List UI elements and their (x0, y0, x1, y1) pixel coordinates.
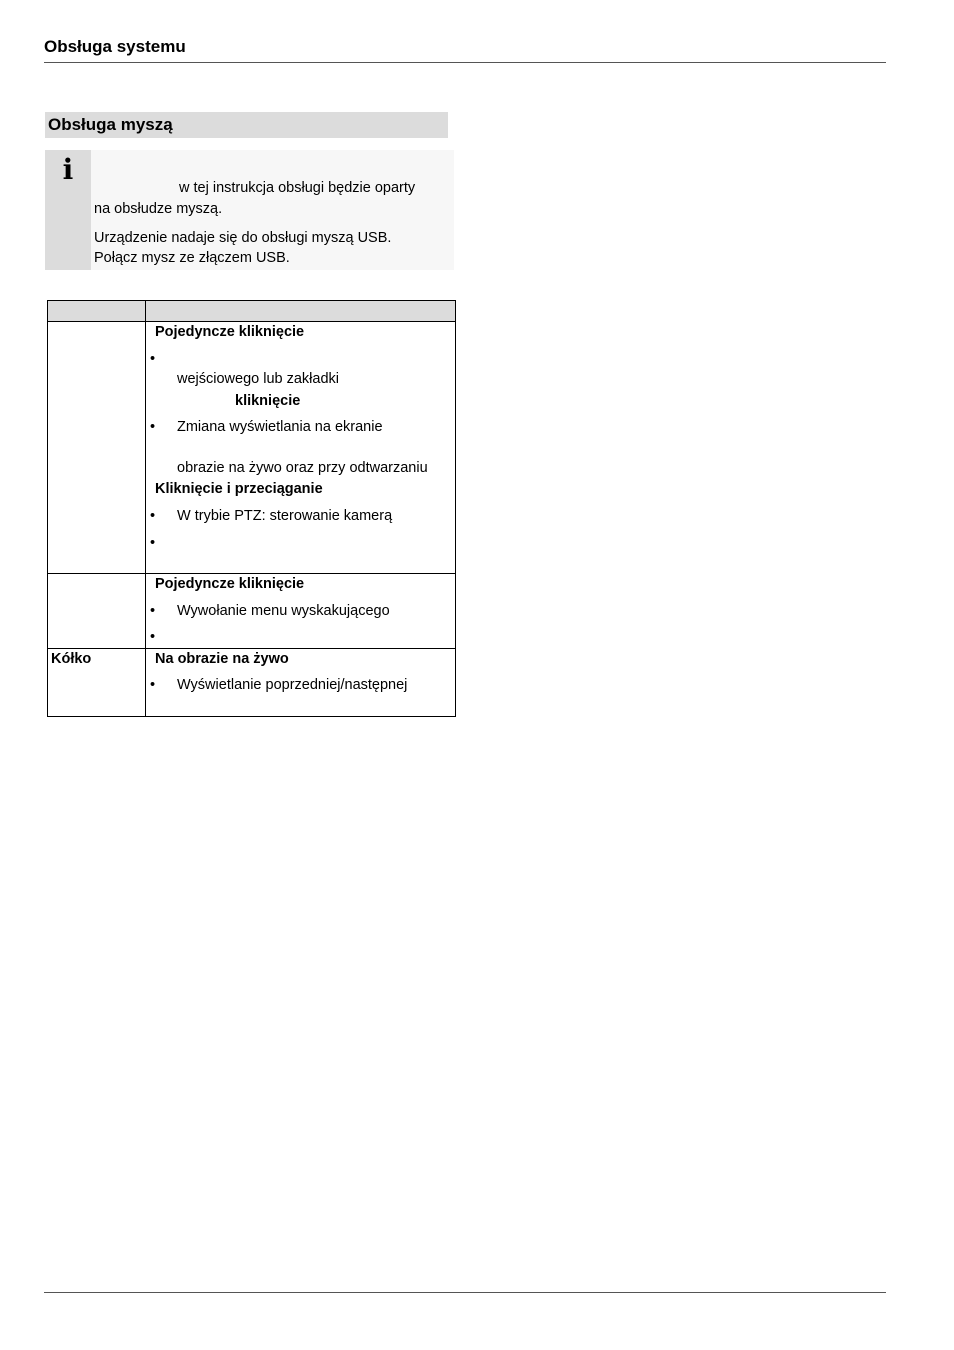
table-row (48, 322, 456, 574)
row-label (48, 574, 146, 649)
note-line: Połącz mysz ze złączem USB. (94, 250, 290, 266)
page-header-title: Obsługa systemu (44, 37, 186, 56)
table-row (48, 574, 456, 649)
footer-divider (44, 1292, 886, 1293)
row-subheading: Kliknięcie i przeciąganie (155, 481, 323, 497)
bullet: • (150, 603, 156, 619)
table-header-cell (48, 301, 146, 322)
info-note-box (45, 150, 454, 270)
table-header-cell (146, 301, 456, 322)
row-subheading: Na obrazie na żywo (155, 651, 289, 667)
row-text: wejściowego lub zakładki (177, 371, 339, 387)
note-icon-column (45, 150, 91, 270)
bullet: • (150, 508, 156, 524)
table-header-row (48, 301, 456, 322)
note-paragraph (94, 228, 450, 268)
mouse-operation-table (47, 300, 456, 717)
row-subheading: Pojedyncze kliknięcie (155, 576, 305, 592)
row-text: W trybie PTZ: sterowanie kamerą (177, 508, 393, 524)
header-divider (44, 62, 886, 63)
row-text: obrazie na żywo oraz przy odtwarzaniu (177, 460, 428, 476)
row-description (146, 649, 456, 717)
note-line: Urządzenie nadaje się do obsługi myszą USB. (94, 230, 392, 246)
row-subheading: Pojedyncze kliknięcie (155, 324, 305, 340)
bullet: • (150, 535, 156, 551)
row-description (146, 322, 456, 574)
bullet: • (150, 351, 156, 367)
bullet: • (150, 419, 156, 435)
row-label: Kółko (48, 649, 146, 717)
row-description (146, 574, 456, 649)
info-icon: i (62, 153, 74, 186)
note-line: w tej instrukcja obsługi będzie oparty (179, 180, 416, 196)
bullet: • (150, 629, 156, 645)
row-label (48, 322, 146, 574)
row-subheading: kliknięcie (235, 393, 301, 409)
row-text: Wywołanie menu wyskakującego (177, 603, 390, 619)
row-text: Wyświetlanie poprzedniej/następnej (177, 677, 408, 693)
section-heading: Obsługa myszą (45, 112, 448, 138)
bullet: • (150, 677, 156, 693)
note-line: na obsłudze myszą. (94, 201, 223, 217)
table-row (48, 649, 456, 717)
row-text: Zmiana wyświetlania na ekranie (177, 419, 383, 435)
